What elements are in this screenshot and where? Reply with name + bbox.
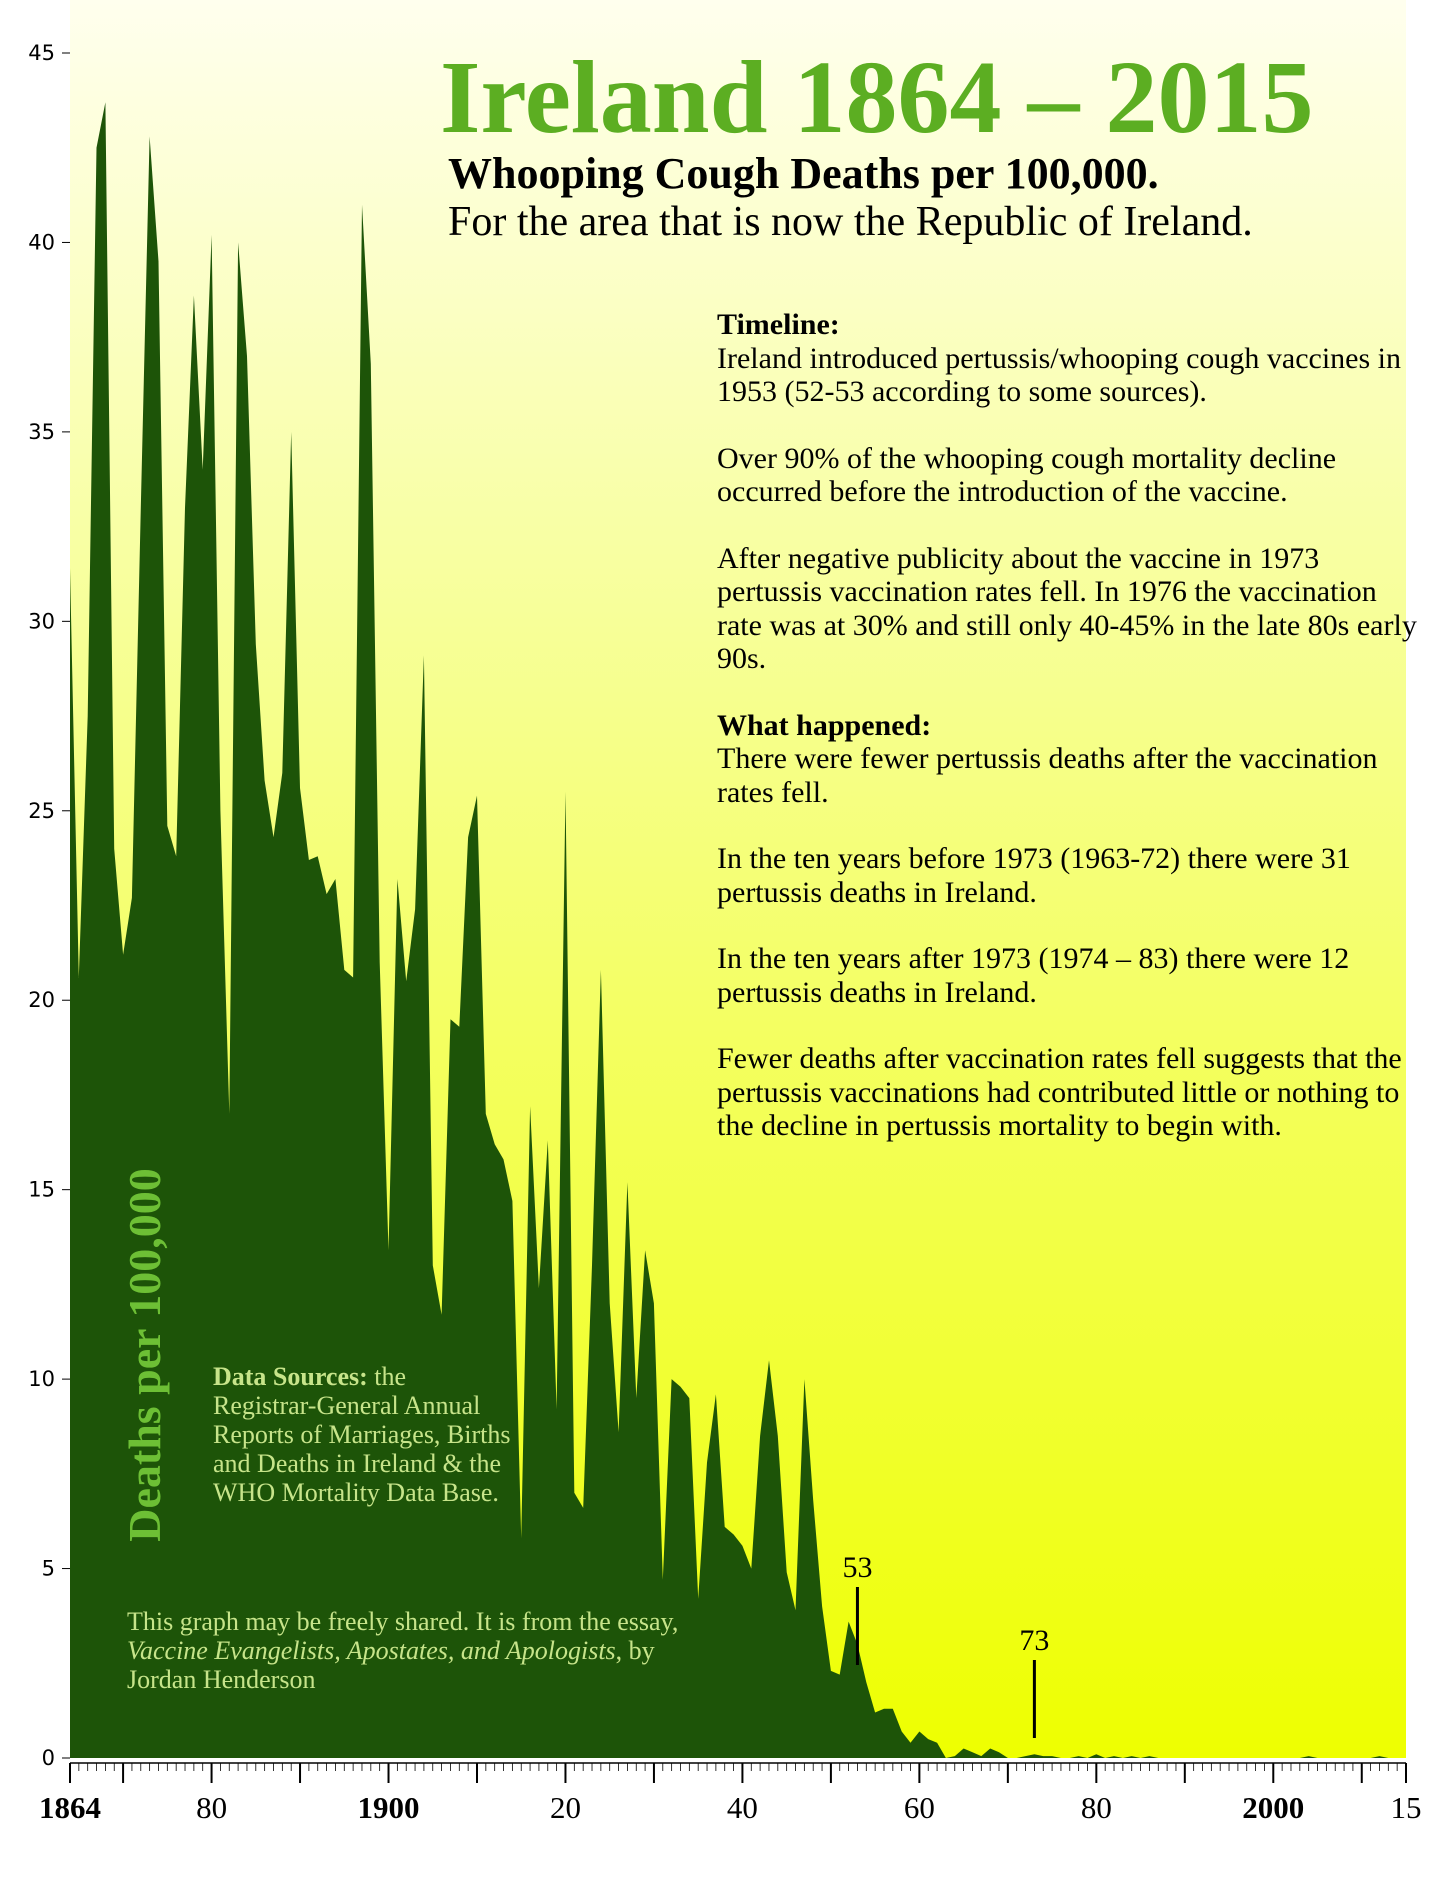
y-tick-label: 10 [28,1367,55,1392]
timeline-text: Ireland introduced pertussis/whooping cough vaccines in 1953 (52-53 according to some sources). [717,341,1401,408]
y-tick-label: 35 [28,419,55,444]
share-note [127,1607,687,1694]
x-tick-label: 40 [726,1790,758,1825]
decline-paragraph: Over 90% of the whooping cough mortality decline occurred before the introduction of the vaccine. [717,441,1337,508]
chart-title: Ireland 1864 – 2015 [440,40,1314,155]
chart-subtitle-bold: Whooping Cough Deaths per 100,000. [448,149,1159,198]
what-happened-paragraph [717,709,1417,810]
essay-title: Vaccine Evangelists, Apostates, and Apologists [127,1636,616,1665]
x-axis [39,1763,1422,1825]
x-tick-label: 1900 [357,1790,420,1825]
annotation-label: 53 [842,1551,873,1584]
y-tick-label: 15 [28,1177,55,1202]
x-tick-label: 1864 [39,1790,101,1825]
timeline-paragraph [717,308,1417,409]
chart-subtitle: For the area that is now the Republic of Ireland. [448,199,1253,245]
data-sources-note [213,1362,513,1507]
what-happened-text: There were fewer pertussis deaths after the vaccination rates fell. [717,742,1378,809]
y-axis-label: Deaths per 100,000 [119,1168,170,1542]
x-tick-label: 2000 [1242,1790,1305,1825]
data-sources-text: the Registrar-General Annual Reports of Marriages, Births and Deaths in Ireland & the WHO Mortality Data Base. [213,1362,511,1507]
conclusion-paragraph: Fewer deaths after vaccination rates fell suggests that the pertussis vaccinations had contributed little or nothing to the decline in pertussis mortality to begin with. [717,1042,1402,1142]
y-tick-label: 25 [28,798,55,823]
timeline-heading: Timeline: [717,308,840,341]
before-1973-paragraph: In the ten years before 1973 (1963-72) there were 31 pertussis deaths in Ireland. [717,842,1351,909]
x-tick-label: 60 [903,1790,935,1825]
x-tick-label: 15 [1390,1790,1422,1825]
y-tick-label: 40 [28,230,55,255]
share-suffix: , by Jordan Henderson [127,1636,655,1694]
what-happened-heading: What happened: [717,708,932,742]
y-tick-label: 20 [28,988,55,1013]
x-tick-label: 80 [1080,1790,1112,1825]
x-tick-label: 20 [549,1790,581,1825]
y-axis [28,41,70,1770]
after-1973-paragraph: In the ten years after 1973 (1974 – 83) there were 12 pertussis deaths in Ireland. [717,942,1350,1009]
y-tick-label: 30 [28,609,55,634]
y-tick-label: 5 [41,1556,55,1581]
y-tick-label: 0 [41,1746,55,1770]
data-sources-heading: Data Sources: [213,1362,368,1391]
annotation-label: 73 [1019,1624,1050,1657]
x-tick-label: 80 [196,1790,228,1825]
notes-panel [717,308,1417,1176]
publicity-paragraph: After negative publicity about the vaccine in 1973 pertussis vaccination rates fell. In 1976 the vaccination rate was at 30% and still only 40-45% in the late 80s early 90s. [717,541,1417,675]
y-tick-label: 45 [28,41,55,65]
share-prefix: This graph may be freely shared. It is from the essay, [127,1607,679,1636]
